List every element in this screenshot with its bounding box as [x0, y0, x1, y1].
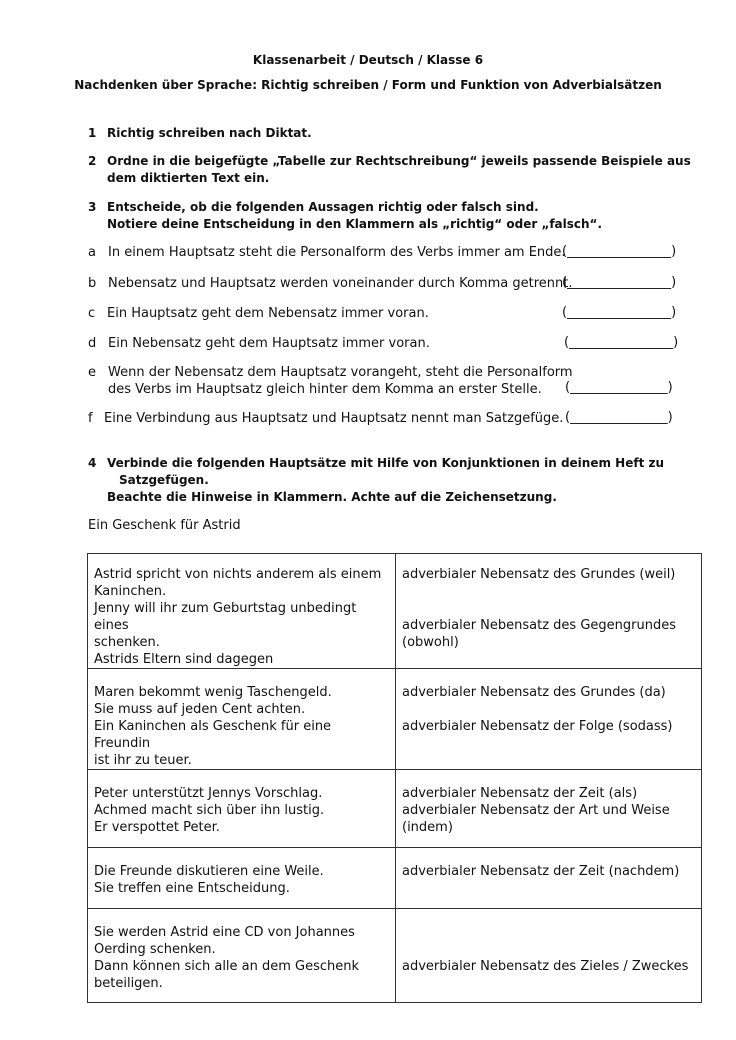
task-number: 2 — [88, 154, 97, 168]
statement-letter: d — [88, 336, 97, 351]
answer-blank-e[interactable]: (_______________) — [565, 380, 673, 395]
statement-text: Wenn der Nebensatz dem Hauptsatz vorangeht, steht die Personalform des Verbs im Hauptsatz gleich hinter dem Komma an erster Stelle. — [108, 365, 573, 397]
answer-blank-a[interactable]: (________________) — [562, 244, 677, 259]
task-text: Entscheide, ob die folgenden Aussagen richtig oder falsch sind. Notiere deine Entscheidung in den Klammern als „richtig“ oder „falsch“. — [107, 200, 602, 231]
main-clauses-cell: Sie werden Astrid eine CD von Johannes Oerding schenken. Dann können sich alle an dem Geschenk beteiligen. — [88, 909, 396, 1003]
exercise-table — [87, 553, 702, 1003]
exercise-intro: Ein Geschenk für Astrid — [88, 518, 241, 533]
hint-cell: adverbialer Nebensatz des Grundes (da) adverbialer Nebensatz der Folge (sodass) — [396, 669, 702, 770]
task-text: Verbinde die folgenden Hauptsätze mit Hilfe von Konjunktionen in deinem Heft zu Satzgefügen. Beachte die Hinweise in Klammern. Achte auf die Zeichensetzung. — [107, 456, 665, 504]
answer-blank-d[interactable]: (________________) — [564, 335, 679, 350]
task-number: 3 — [88, 200, 97, 214]
statement-letter: b — [88, 276, 97, 291]
task-text: Richtig schreiben nach Diktat. — [107, 126, 312, 140]
hint-cell: adverbialer Nebensatz des Zieles / Zweckes — [396, 909, 702, 1003]
task-text: Ordne in die beigefügte „Tabelle zur Rechtschreibung“ jeweils passende Beispiele aus dem diktierten Text ein. — [107, 154, 691, 185]
main-clauses-cell: Maren bekommt wenig Taschengeld. Sie muss auf jeden Cent achten. Ein Kaninchen als Geschenk für eine Freundin ist ihr zu teuer. — [88, 669, 396, 770]
hint-cell: adverbialer Nebensatz des Grundes (weil) adverbialer Nebensatz des Gegengrundes (obwohl) — [396, 554, 702, 669]
table-row — [88, 909, 702, 1003]
task-number: 1 — [88, 126, 97, 140]
statement-letter: a — [88, 245, 96, 260]
statement-letter: e — [88, 365, 96, 380]
answer-blank-c[interactable]: (________________) — [562, 305, 677, 320]
task-number: 4 — [88, 456, 97, 470]
worksheet-title: Klassenarbeit / Deutsch / Klasse 6 — [252, 53, 484, 67]
answer-blank-f[interactable]: (_______________) — [565, 410, 673, 425]
statement-text: Nebensatz und Hauptsatz werden voneinander durch Komma getrennt. — [108, 276, 573, 291]
hint-cell: adverbialer Nebensatz der Zeit (als) adverbialer Nebensatz der Art und Weise (indem) — [396, 770, 702, 848]
statement-letter: f — [88, 411, 93, 426]
statement-text: Ein Hauptsatz geht dem Nebensatz immer voran. — [107, 306, 429, 321]
statement-letter: c — [88, 306, 96, 321]
main-clauses-cell: Peter unterstützt Jennys Vorschlag. Achmed macht sich über ihn lustig. Er verspottet Peter. — [88, 770, 396, 848]
answer-blank-b[interactable]: (________________) — [562, 275, 677, 290]
table-row — [88, 669, 702, 770]
worksheet-subtitle: Nachdenken über Sprache: Richtig schreiben / Form und Funktion von Adverbialsätzen — [74, 78, 662, 92]
main-clauses-cell: Die Freunde diskutieren eine Weile. Sie treffen eine Entscheidung. — [88, 848, 396, 909]
table-row — [88, 554, 702, 669]
main-clauses-cell: Astrid spricht von nichts anderem als einem Kaninchen. Jenny will ihr zum Geburtstag unbedingt eines schenken. Astrids Eltern sind dagegen — [88, 554, 396, 669]
hint-cell: adverbialer Nebensatz der Zeit (nachdem) — [396, 848, 702, 909]
statement-text: In einem Hauptsatz steht die Personalform des Verbs immer am Ende. — [108, 245, 566, 260]
table-row — [88, 770, 702, 848]
table-row — [88, 848, 702, 909]
statement-text: Eine Verbindung aus Hauptsatz und Hauptsatz nennt man Satzgefüge. — [104, 411, 564, 426]
statement-text: Ein Nebensatz geht dem Hauptsatz immer voran. — [108, 336, 430, 351]
